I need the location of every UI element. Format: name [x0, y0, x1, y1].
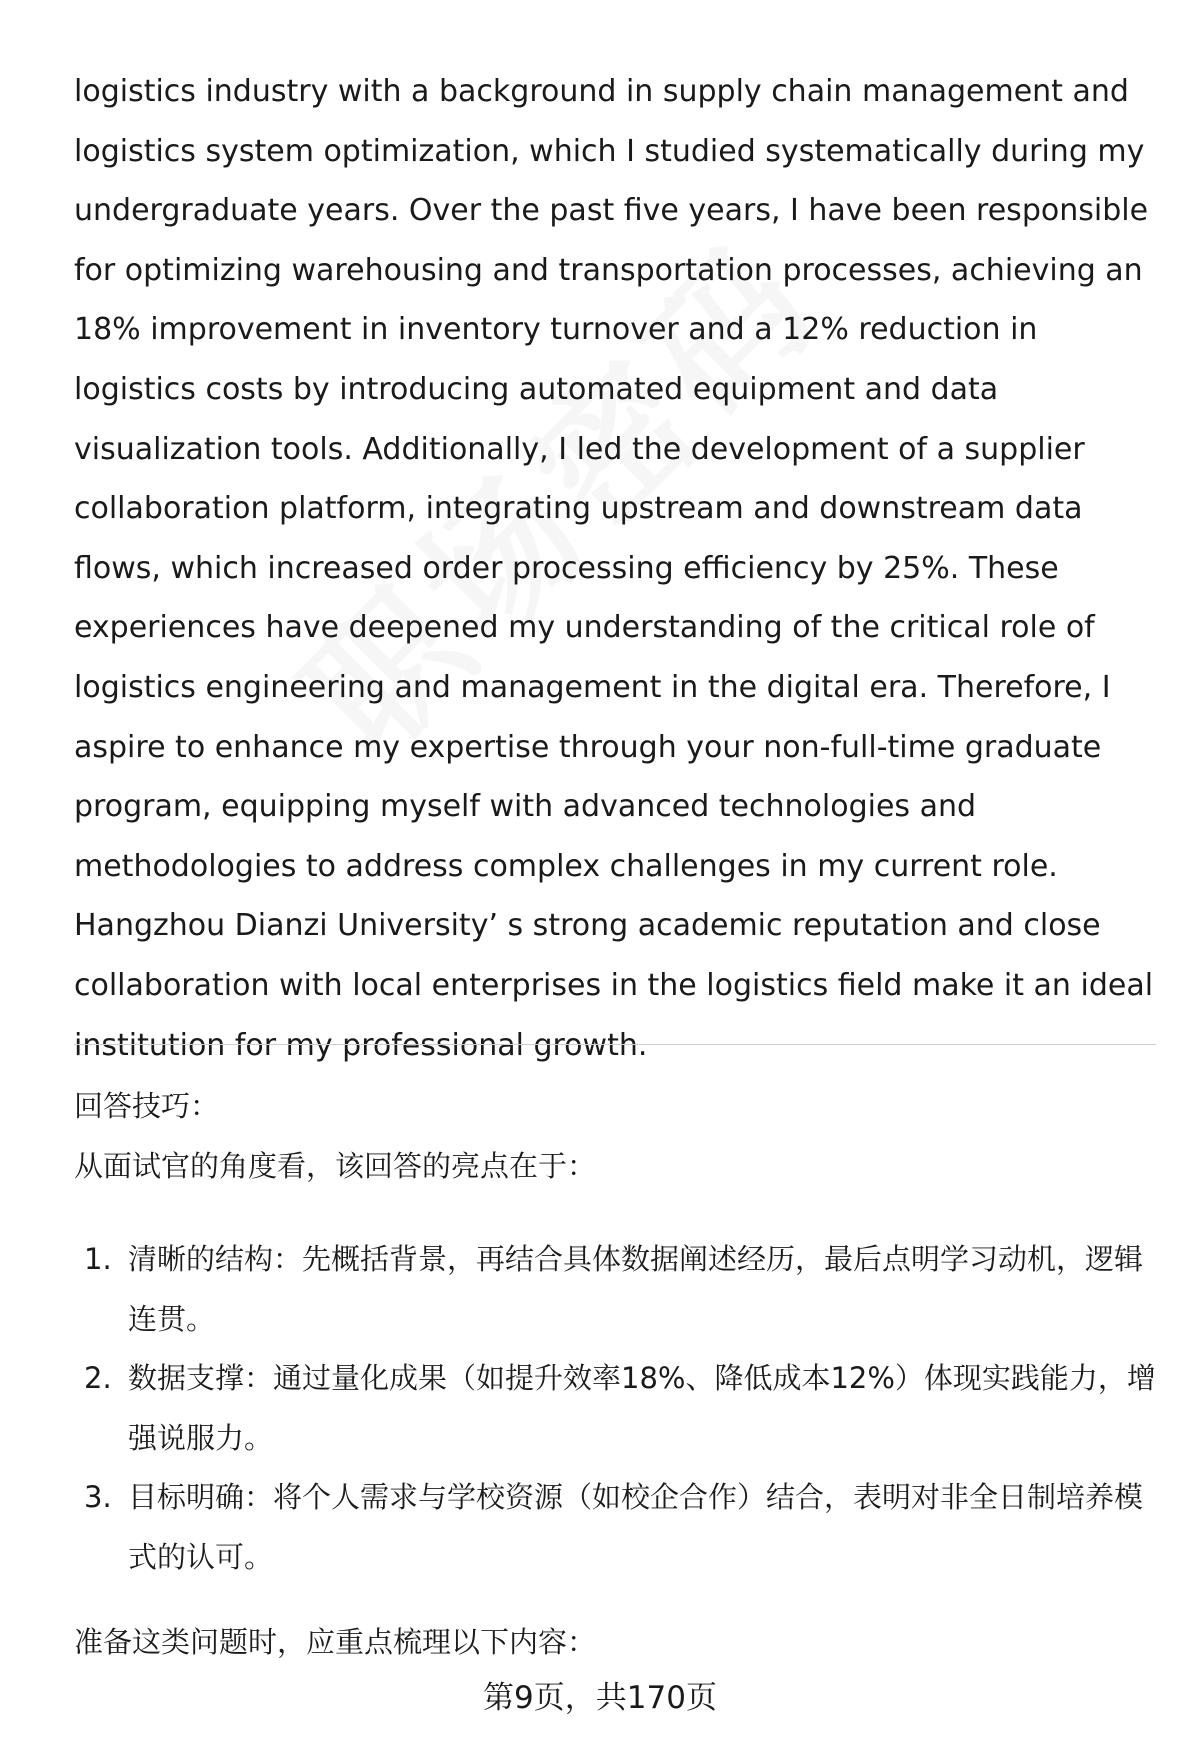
list-number: 1.	[84, 1242, 112, 1276]
tips-heading: 回答技巧：	[74, 1089, 220, 1123]
page-number: 第9页，共170页	[483, 1680, 717, 1716]
list-item-text: 清晰的结构：先概括背景，再结合具体数据阐述经历，最后点明学习动机，逻辑连贯。	[128, 1242, 1144, 1336]
list-item	[74, 1468, 1164, 1587]
list-item	[74, 1349, 1164, 1468]
tips-list	[74, 1230, 1164, 1588]
prepare-intro: 准备这类问题时，应重点梳理以下内容：	[74, 1625, 597, 1659]
list-item-text: 数据支撑：通过量化成果（如提升效率18%、降低成本12%）体现实践能力，增强说服力。	[128, 1361, 1156, 1455]
list-number: 3.	[84, 1480, 112, 1515]
tips-intro: 从面试官的角度看，该回答的亮点在于：	[74, 1149, 597, 1183]
list-item	[74, 1230, 1164, 1349]
answer-paragraph: logistics industry with a background in supply chain management and logistics system optimization, which I studied systematically during my undergraduate years. Over the past five years, I have been responsible for optimizing warehousing and transportation processes, achieving an 18% improvement in inventory turnover and a 12% reduction in logistics costs by introducing automated equipment and data visualization tools. Additionally, I led the development of a supplier collaboration platform, integrating upstream and downstream data flows, which increased order processing efficiency by 25%. These experiences have deepened my understanding of the critical role of logistics engineering and management in the digital era. Therefore, I aspire to enhance my expertise through your non-full-time graduate program, equipping myself with advanced technologies and methodologies to address complex challenges in my current role. Hangzhou Dianzi University’ s strong academic reputation and close collaboration with local enterprises in the logistics field make it an ideal institution for my professional growth.	[74, 74, 1154, 1063]
section-divider	[74, 1044, 1156, 1045]
list-number: 2.	[84, 1361, 112, 1396]
list-item-text: 目标明确：将个人需求与学校资源（如校企合作）结合，表明对非全日制培养模式的认可。	[128, 1480, 1144, 1574]
